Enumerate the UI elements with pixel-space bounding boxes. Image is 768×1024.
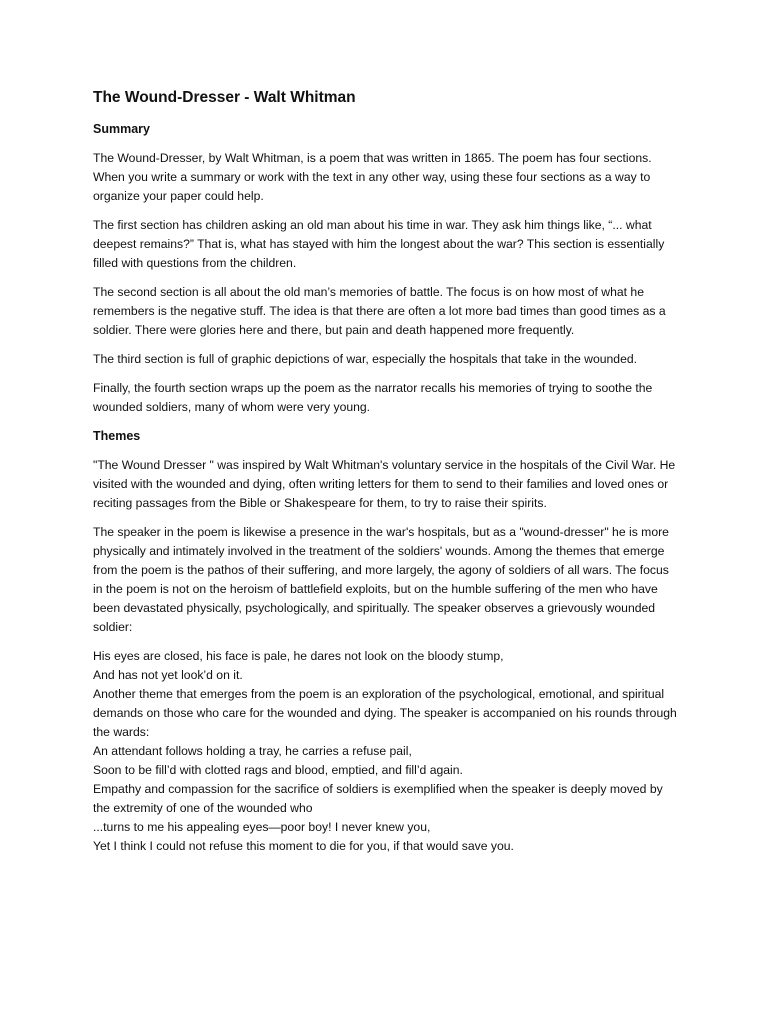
themes-paragraph-1: "The Wound Dresser " was inspired by Walt Whitman's voluntary service in the hospitals of the Civil War. He visited with the wounded and dying, often writing letters for them to send to their families and loved ones or reciting passages from the Bible or Shakespeare for them, to try to raise their spirits. (93, 458, 676, 510)
document-content (93, 86, 677, 856)
verse-line-7: ...turns to me his appealing eyes—poor boy! I never knew you, (93, 820, 431, 834)
theme-text-line-6: Empathy and compassion for the sacrifice of soldiers is exemplified when the speaker is deeply moved by the extremity of one of the wounded who (93, 782, 663, 815)
verse-line-2: And has not yet look’d on it. (93, 668, 243, 682)
verse-line-5: Soon to be fill’d with clotted rags and blood, emptied, and fill’d again. (93, 763, 463, 777)
summary-paragraph-5: Finally, the fourth section wraps up the poem as the narrator recalls his memories of trying to soothe the wounded soldiers, many of whom were very young. (93, 381, 653, 414)
verse-line-8: Yet I think I could not refuse this moment to die for you, if that would save you. (93, 839, 514, 853)
summary-heading: Summary (93, 122, 150, 136)
summary-paragraph-1: The Wound-Dresser, by Walt Whitman, is a poem that was written in 1865. The poem has four sections. When you write a summary or work with the text in any other way, using these four sections as a way to organize your paper could help. (93, 151, 652, 203)
theme-text-line-3: Another theme that emerges from the poem is an exploration of the psychological, emotional, and spiritual demands on those who care for the wounded and dying. The speaker is accompanied on his rounds through the wards: (93, 687, 677, 739)
summary-paragraph-4: The third section is full of graphic depictions of war, especially the hospitals that take in the wounded. (93, 352, 638, 366)
themes-verse-block (93, 647, 677, 856)
summary-paragraph-2: The first section has children asking an old man about his time in war. They ask him things like, “... what deepest remains?” That is, what has stayed with him the longest about the war? This section is essentially filled with questions from the children. (93, 218, 665, 270)
document-title: The Wound-Dresser - Walt Whitman (93, 89, 356, 106)
themes-heading: Themes (93, 429, 141, 443)
verse-line-4: An attendant follows holding a tray, he carries a refuse pail, (93, 744, 412, 758)
summary-paragraph-3: The second section is all about the old man’s memories of battle. The focus is on how most of what he remembers is the negative stuff. The idea is that there are often a lot more bad times than good times as a soldier. There were glories here and there, but pain and death happened more frequently. (93, 285, 666, 337)
verse-line-1: His eyes are closed, his face is pale, he dares not look on the bloody stump, (93, 649, 504, 663)
themes-paragraph-2: The speaker in the poem is likewise a presence in the war's hospitals, but as a "wound-dresser" he is more physically and intimately involved in the treatment of the soldiers' wounds. Among the themes that emerge from the poem is the pathos of their suffering, and more largely, the agony of soldiers of all wars. The focus in the poem is not on the heroism of battlefield exploits, but on the humble suffering of the men who have been devastated physically, psychologically, and spiritually. The speaker observes a grievously wounded soldier: (93, 525, 669, 634)
